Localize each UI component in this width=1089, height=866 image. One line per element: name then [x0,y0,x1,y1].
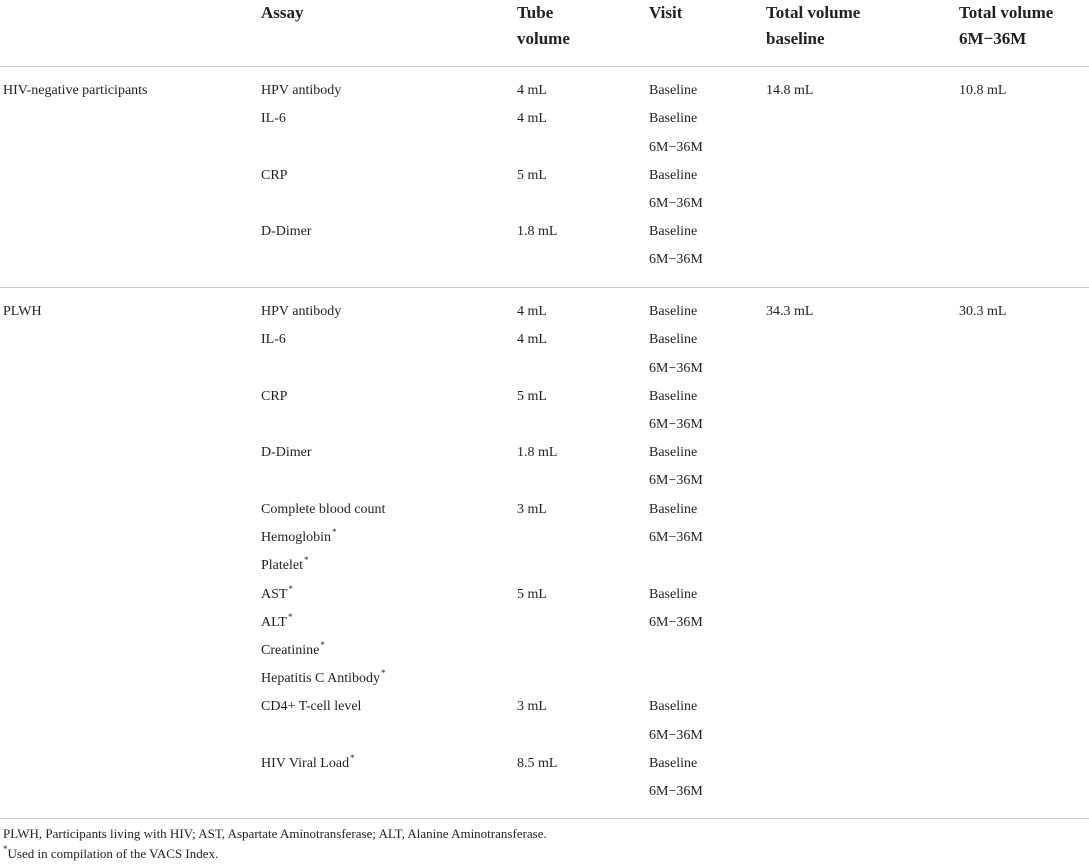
assay-tube-volume: 1.8 mL [517,445,558,460]
header-divider [0,66,1089,67]
header-visit: Visit [649,3,683,22]
header-total-baseline-line1: Total volume [766,3,861,22]
assay-visit: Baseline [649,224,698,239]
assay-name-marked [261,555,309,574]
assay-name: IL-6 [261,332,286,347]
footnote-marker: * [332,527,337,537]
assay-tube-volume: 4 mL [517,111,547,126]
assay-tube-volume: 3 mL [517,699,547,714]
assay-visit: 6M−36M [649,530,703,545]
assay-name-marked [261,640,325,659]
group-divider [0,287,1089,288]
assay-name-marked [261,668,386,687]
header-total-6m36m-line2: 6M−36M [959,29,1027,48]
assay-name-marked [261,612,293,631]
footnote-vacs-text: Used in compilation of the VACS Index. [7,846,219,861]
header-assay: Assay [261,3,304,22]
assay-visit: Baseline [649,445,698,460]
assay-visit: Baseline [649,587,698,602]
header-total-6m36m-line1: Total volume [959,3,1054,22]
header-tube-volume-line1: Tube [517,3,554,22]
group-total-baseline: 34.3 mL [766,304,814,319]
assay-name: HIV Viral Load [261,756,350,771]
group-total-6m36m: 10.8 mL [959,83,1007,98]
assay-tube-volume: 5 mL [517,587,547,602]
assay-visit: Baseline [649,332,698,347]
footnote-marker: * [320,640,325,650]
assay-visit: Baseline [649,111,698,126]
assay-name: Creatinine [261,643,320,658]
assay-name-marked [261,753,355,772]
footnote-marker: * [381,668,386,678]
footnote-marker: * [287,612,293,622]
assay-visit: 6M−36M [649,728,703,743]
assay-visit: 6M−36M [649,784,703,799]
group-total-6m36m: 30.3 mL [959,304,1007,319]
assay-visit: 6M−36M [649,417,703,432]
assay-name: Hepatitis C Antibody [261,671,380,686]
assay-visit: Baseline [649,304,698,319]
assay-tube-volume: 5 mL [517,168,547,183]
assay-name: Platelet [261,558,303,573]
assay-visit: Baseline [649,83,698,98]
assay-name: IL-6 [261,111,286,126]
assay-name: AST [261,587,288,602]
assay-visit: Baseline [649,389,698,404]
assay-visit: Baseline [649,502,698,517]
assay-visit: 6M−36M [649,252,703,267]
assay-name: CRP [261,389,288,404]
assay-name: Complete blood count [261,502,386,517]
assay-name: HPV antibody [261,83,342,98]
assay-name-marked [261,584,293,603]
footnote-vacs [3,846,218,863]
assay-tube-volume: 4 mL [517,332,547,347]
assay-name: ALT [261,615,287,630]
assay-tube-volume: 5 mL [517,389,547,404]
group-total-baseline: 14.8 mL [766,83,814,98]
assay-name: CD4+ T-cell level [261,699,362,714]
footnote-marker: * [3,844,8,854]
table-bottom-divider [0,818,1089,819]
assay-visit: 6M−36M [649,361,703,376]
footnote-marker: * [350,753,355,763]
assay-tube-volume: 1.8 mL [517,224,558,239]
header-tube-volume-line2: volume [517,29,570,48]
assay-tube-volume: 3 mL [517,502,547,517]
footnote-marker: * [288,584,293,594]
assay-visit: 6M−36M [649,615,703,630]
footnote-marker: * [304,555,309,565]
header-total-baseline-line2: baseline [766,29,825,48]
assay-visit: Baseline [649,756,698,771]
assay-tube-volume: 8.5 mL [517,756,558,771]
assay-name: D-Dimer [261,224,312,239]
assay-name: HPV antibody [261,304,342,319]
assay-visit: 6M−36M [649,473,703,488]
footnote-abbreviations: PLWH, Participants living with HIV; AST, Aspartate Aminotransferase; ALT, Alanine Aminotransferase. [3,826,547,841]
assay-tube-volume: 4 mL [517,304,547,319]
assay-name: D-Dimer [261,445,312,460]
assay-name: Hemoglobin [261,530,331,545]
assay-visit: Baseline [649,168,698,183]
assay-visit: Baseline [649,699,698,714]
assay-tube-volume: 4 mL [517,83,547,98]
group-label-plwh: PLWH [3,304,42,319]
assay-visit: 6M−36M [649,196,703,211]
assay-visit: 6M−36M [649,140,703,155]
assay-name-marked [261,527,337,546]
group-label-hiv-negative: HIV-negative participants [3,83,148,98]
assay-name: CRP [261,168,288,183]
